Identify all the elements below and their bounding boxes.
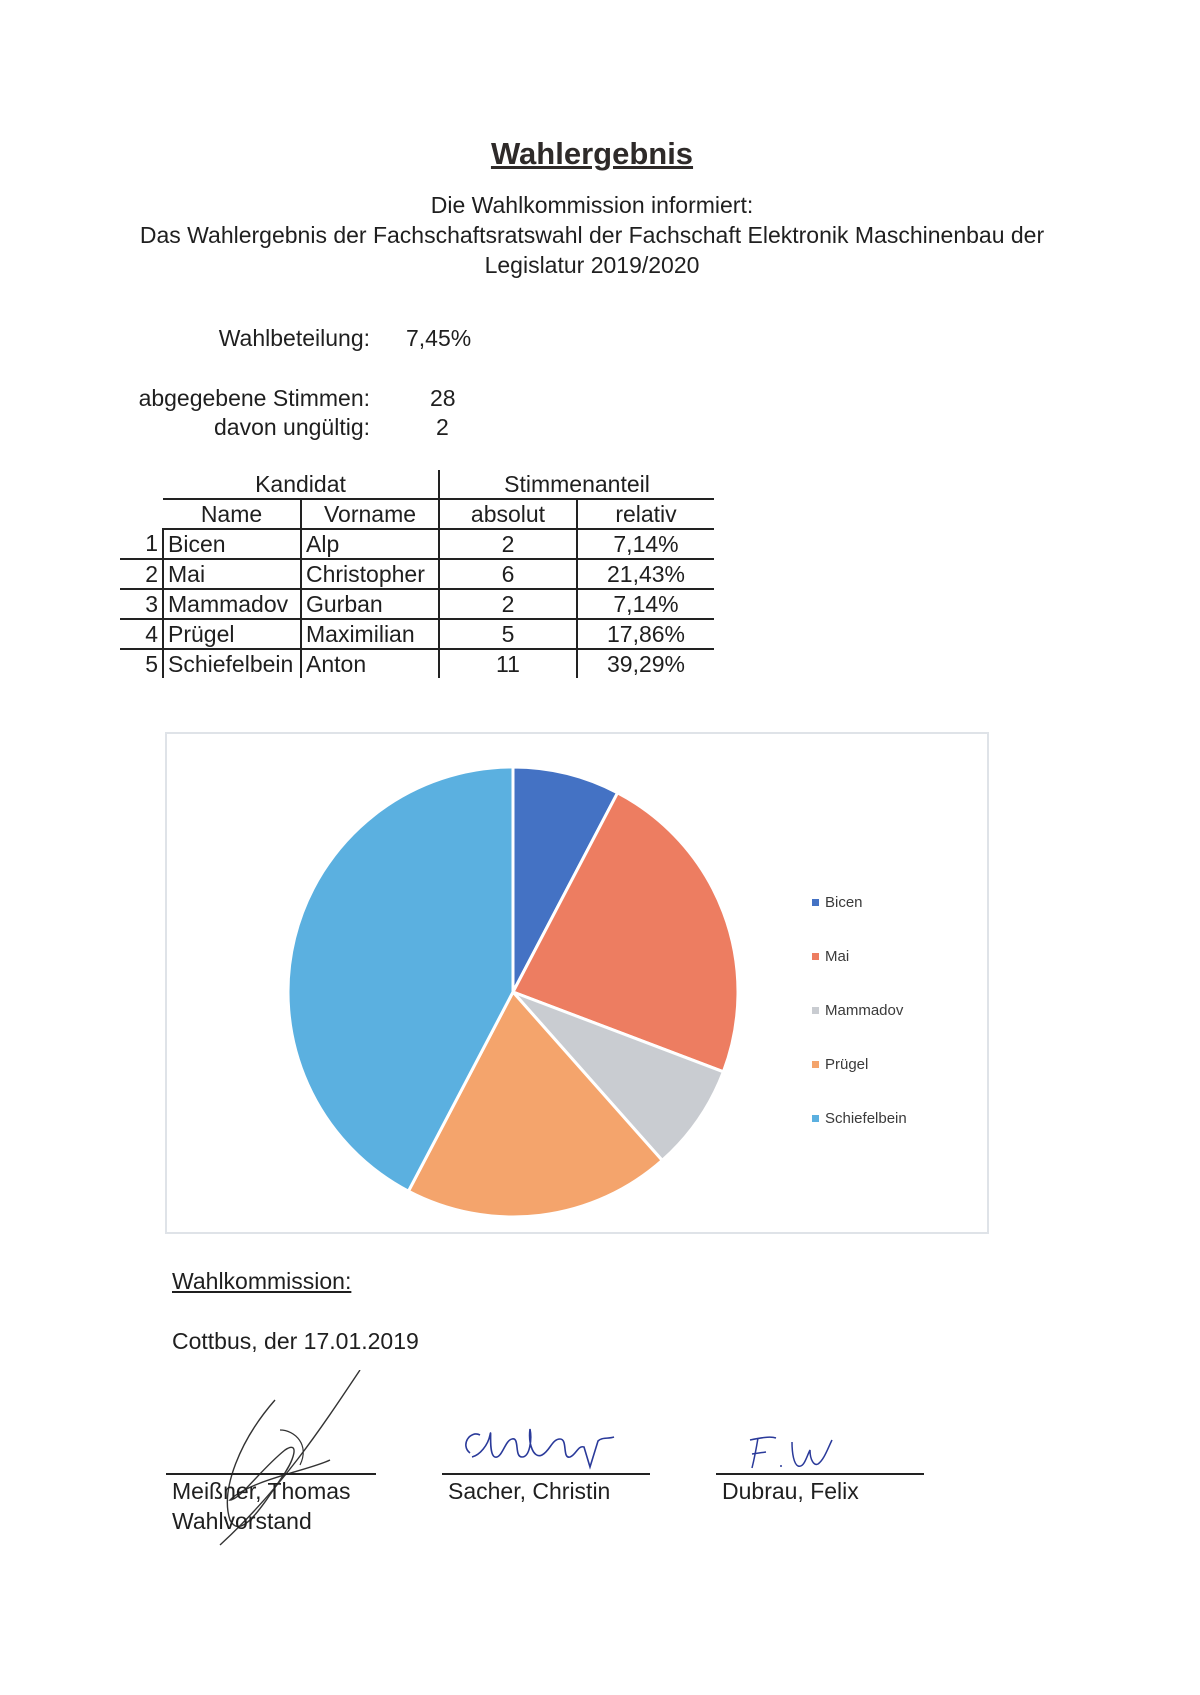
results-table [120, 470, 714, 678]
column-header-relativ: relativ [577, 499, 714, 529]
legend-label: Prügel [825, 1056, 869, 1073]
signature-line [166, 1473, 376, 1475]
intro-line-2: Das Wahlergebnis der Fachschaftsratswahl der Fachschaft Elektronik Maschinenbau der [139, 222, 1045, 248]
legend-swatch [812, 899, 819, 906]
table-row [120, 589, 714, 619]
column-header-absolut: absolut [439, 499, 577, 529]
invalid-value: 2 [436, 414, 449, 440]
row-number: 5 [145, 650, 158, 677]
signature-sacher [450, 1415, 630, 1475]
row-number: 2 [120, 559, 163, 589]
chart-legend [812, 894, 907, 1164]
group-share-header: Stimmenanteil [439, 470, 714, 499]
group-candidate-header: Kandidat [163, 470, 439, 499]
row-name: Mai [163, 559, 301, 589]
legend-label: Mai [825, 948, 850, 965]
intro-line-1: Die Wahlkommission informiert: [430, 192, 754, 218]
row-name: Prügel [163, 619, 301, 649]
legend-item [812, 1002, 907, 1019]
table-column-header [120, 499, 714, 529]
row-absolut: 2 [439, 589, 577, 619]
row-relativ: 7,14% [577, 529, 714, 559]
row-relativ: 39,29% [577, 649, 714, 678]
row-absolut: 2 [439, 529, 577, 559]
page-title: Wahlergebnis [490, 136, 694, 171]
table-row [120, 559, 714, 589]
pie-chart-frame [165, 732, 989, 1234]
row-vorname: Maximilian [301, 619, 439, 649]
table-row [120, 619, 714, 649]
signature-name: Dubrau, Felix [722, 1478, 859, 1504]
row-relativ: 17,86% [577, 619, 714, 649]
legend-swatch [812, 1007, 819, 1014]
row-relativ: 7,14% [577, 589, 714, 619]
row-absolut: 5 [439, 619, 577, 649]
legend-item [812, 948, 907, 965]
row-relativ: 21,43% [577, 559, 714, 589]
signature-name: Sacher, Christin [448, 1478, 611, 1504]
signature-role: Wahlvorstand [172, 1508, 312, 1534]
row-absolut: 11 [439, 649, 577, 678]
votes-value: 28 [430, 385, 456, 411]
legend-item [812, 1056, 907, 1073]
table-row [120, 649, 714, 678]
invalid-label: davon ungültig: [213, 414, 370, 440]
column-header-vorname: Vorname [301, 499, 439, 529]
table-group-header [120, 470, 714, 499]
legend-item [812, 1110, 907, 1127]
signature-line [716, 1473, 924, 1475]
signature-name: Meißner, Thomas [172, 1478, 351, 1504]
row-name: Bicen [163, 529, 301, 559]
commission-label: Wahlkommission: [172, 1268, 352, 1294]
votes-label: abgegebene Stimmen: [138, 385, 370, 411]
legend-label: Mammadov [825, 1002, 904, 1019]
table-row [120, 529, 714, 559]
row-number: 4 [120, 619, 163, 649]
row-name: Schiefelbein [163, 649, 301, 678]
row-number: 1 [120, 529, 163, 559]
intro-line-3: Legislatur 2019/2020 [484, 252, 700, 278]
row-number: 3 [120, 589, 163, 619]
row-vorname: Anton [301, 649, 439, 678]
legend-item [812, 894, 907, 911]
column-header-name: Name [163, 499, 301, 529]
row-name: Mammadov [163, 589, 301, 619]
legend-swatch [812, 1115, 819, 1122]
legend-swatch [812, 1061, 819, 1068]
row-vorname: Gurban [301, 589, 439, 619]
turnout-value: 7,45% [406, 325, 472, 351]
turnout-label: Wahlbeteilung: [218, 325, 370, 351]
place-date: Cottbus, der 17.01.2019 [172, 1328, 419, 1354]
legend-label: Bicen [825, 894, 863, 911]
legend-swatch [812, 953, 819, 960]
row-vorname: Christopher [301, 559, 439, 589]
signature-dubrau [740, 1430, 840, 1475]
legend-label: Schiefelbein [825, 1110, 907, 1127]
row-absolut: 6 [439, 559, 577, 589]
signature-line [442, 1473, 650, 1475]
row-vorname: Alp [301, 529, 439, 559]
